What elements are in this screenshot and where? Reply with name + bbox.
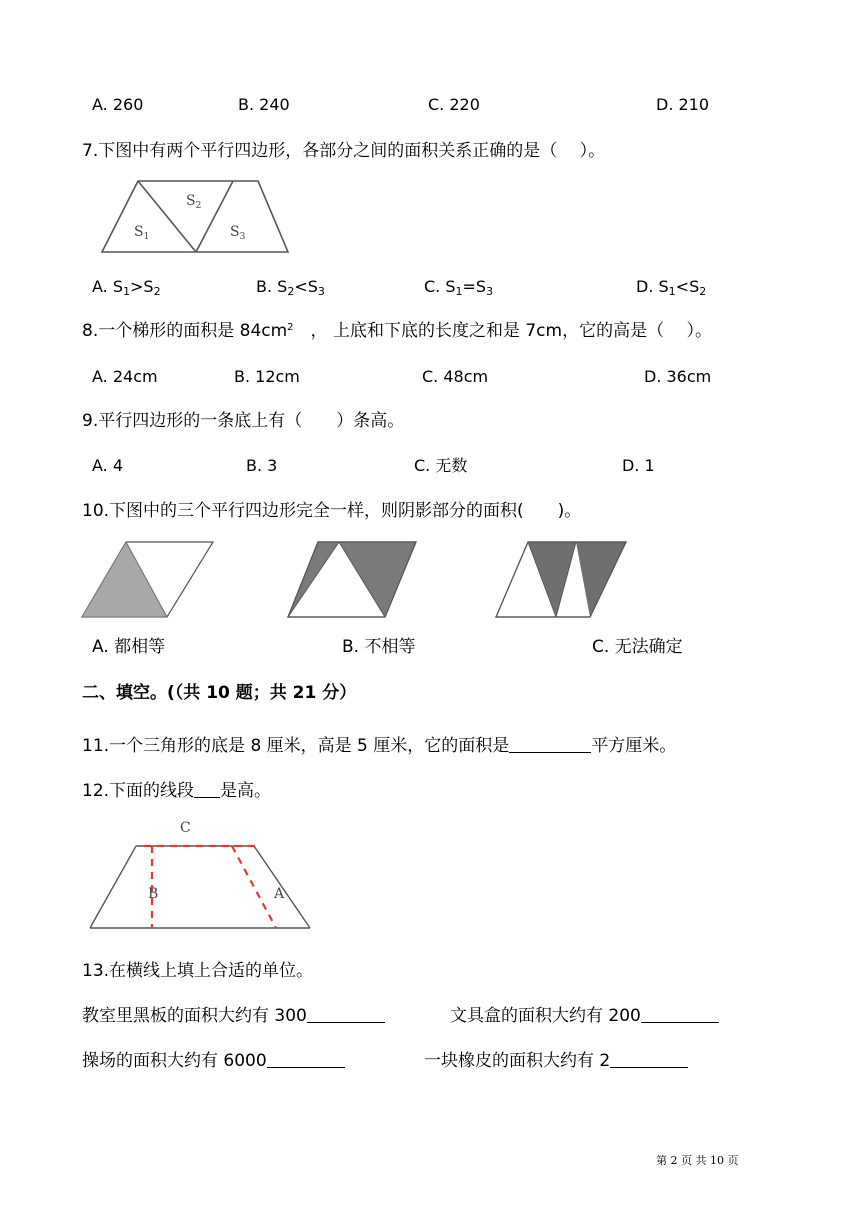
q10-figure-2 xyxy=(286,540,426,620)
q13-blank-1[interactable] xyxy=(307,1006,385,1023)
q13-item-pencilcase: 文具盒的面积大约有 200 xyxy=(450,1005,719,1027)
q8-option-c: C. 48cm xyxy=(422,367,489,386)
q7-parallelogram-figure xyxy=(98,178,298,258)
q8-option-a: A. 24cm xyxy=(92,367,158,386)
q13-item-eraser: 一块橡皮的面积大约有 2 xyxy=(424,1050,688,1072)
q13-item-blackboard: 教室里黑板的面积大约有 300 xyxy=(82,1005,385,1027)
q12-label-c: C xyxy=(180,820,191,836)
q8-option-d: D. 36cm xyxy=(644,367,712,386)
q12-trapezoid-figure xyxy=(86,816,316,934)
q9-question: 9.平行四边形的一条底上有（ ）条高。 xyxy=(82,411,405,431)
q13-blank-2[interactable] xyxy=(641,1006,719,1023)
q7-option-b: B. $S_2<S_3$ xyxy=(256,277,325,298)
q7-option-c: C. $S_1=S_3$ xyxy=(424,277,494,298)
q10-option-b: B. 不相等 xyxy=(342,637,416,657)
q7-option-d: D. $S_1<S_2$ xyxy=(636,277,707,298)
q11-blank[interactable] xyxy=(509,736,591,753)
q7-question: 7.下图中有两个平行四边形，各部分之间的面积关系正确的是（ ）。 xyxy=(82,141,606,161)
q10-question: 10.下图中的三个平行四边形完全一样，则阴影部分的面积( )。 xyxy=(82,501,582,521)
q9-option-a: A. 4 xyxy=(92,456,124,475)
q7-option-a: A. $S_1>S_2$ xyxy=(92,277,161,298)
q10-figure-3 xyxy=(494,540,634,620)
page-footer: 第 2 页 共 10 页 xyxy=(656,1154,739,1167)
q11-question: 11.一个三角形的底是 8 厘米，高是 5 厘米，它的面积是 平方厘米。 xyxy=(82,736,677,756)
q12-label-a: A xyxy=(274,886,285,902)
q10-option-c: C. 无法确定 xyxy=(592,637,683,657)
q12-label-b: B xyxy=(148,886,159,902)
q9-option-c: C. 无数 xyxy=(414,456,468,475)
q13-item-playground: 操场的面积大约有 6000 xyxy=(82,1050,345,1072)
q13-question: 13.在横线上填上合适的单位。 xyxy=(82,961,314,981)
q10-figure-1 xyxy=(80,540,220,620)
q8-question: 8.一个梯形的面积是 $84cm^2$ ， 上底和下底的长度之和是 7cm，它的高是（ ）。 xyxy=(82,321,712,341)
q10-option-a: A. 都相等 xyxy=(92,637,166,657)
q6-option-a: A. 260 xyxy=(92,95,144,114)
q12-blank[interactable] xyxy=(194,781,220,798)
q13-blank-3[interactable] xyxy=(267,1051,345,1068)
q9-option-b: B. 3 xyxy=(246,456,278,475)
q7-label-s3: $S_3$ xyxy=(230,224,246,242)
q13-blank-4[interactable] xyxy=(610,1051,688,1068)
q12-question: 12.下面的线段 是高。 xyxy=(82,781,272,801)
q6-option-b: B. 240 xyxy=(238,95,290,114)
q8-option-b: B. 12cm xyxy=(234,367,300,386)
q7-label-s1: $S_1$ xyxy=(134,224,150,242)
q7-label-s2: $S_2$ xyxy=(186,193,202,211)
q6-option-d: D. 210 xyxy=(656,95,710,114)
q6-option-c: C. 220 xyxy=(428,95,480,114)
q9-option-d: D. 1 xyxy=(622,456,655,475)
section-2-title: 二、填空。(（共 10 题；共 21 分） xyxy=(82,683,357,703)
